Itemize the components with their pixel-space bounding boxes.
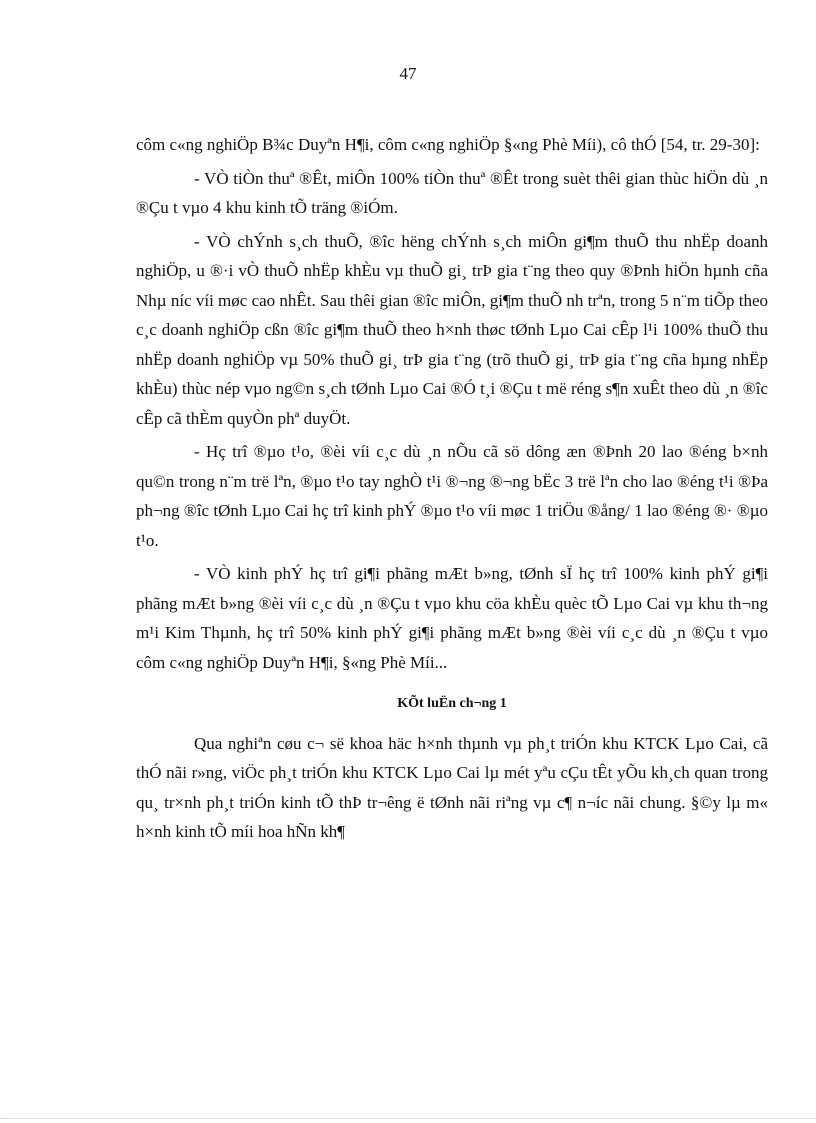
page-body (136, 130, 768, 851)
page-number: 47 (399, 64, 417, 83)
paragraph-tax-policy: - VÒ chÝnh s¸ch thuÕ, ®îc hëng chÝnh s¸ch miÔn gi¶m thuÕ thu nhËp doanh nghiÖp, u ®·i vÒ thuÕ nhËp khÈu vµ thuÕ gi¸ trÞ gia t¨ng theo quy ®Þnh hiÖn hµnh cña Nhµ níc víi møc cao nhÊt. Sau thêi gian ®îc miÔn, gi¶m thuÕ nh trªn, trong 5 n¨m tiÕp theo c¸c doanh nghiÖp cßn ®îc gi¶m thuÕ theo h×nh thøc tØnh Lµo Cai cÊp l¹i 100% thuÕ thu nhËp doanh nghiÖp vµ 50% thuÕ gi¸ trÞ gia t¨ng (trõ thuÕ gi¸ trÞ gia t¨ng cña hµng nhËp khÈu) thùc nép vµo ng©n s¸ch tØnh Lµo Cai ®Ó t¸i ®Çu t më réng s¶n xuÊt theo dù ¸n ®îc cÊp cã thÈm quyÒn phª duyÖt. (136, 231, 768, 428)
paragraph-training-support: - Hç trî ®µo t¹o, ®èi víi c¸c dù ¸n nÕu cã sö dông æn ®Þnh 20 lao ®éng b×nh qu©n trong n¨m trë lªn, ®µo t¹o tay nghÒ t¹i ®¬ng ®¬ng bËc 3 trë lªn cho lao ®éng t¹i ®Þa ph¬ng ®îc tØnh Lµo Cai hç trî kinh phÝ ®µo t¹o víi møc 1 triÖu ®ång/ 1 lao ®éng ®· ®µo t¹o. (136, 442, 768, 550)
paragraph-site-clearance: - VÒ kinh phÝ hç trî gi¶i phãng mÆt b»ng, tØnh sÏ hç trî 100% kinh phÝ gi¶i phãng mÆt b»ng ®èi víi c¸c dù ¸n ®Çu t vµo khu cöa khÈu quèc tÕ Lµo Cai vµ khu th¬ng m¹i Kim Thµnh, hç trî 50% kinh phÝ gi¶i phãng mÆt b»ng ®èi víi c¸c dù ¸n ®Çu t vµo côm c«ng nghiÖp Duyªn H¶i, §«ng Phè Míi... (136, 564, 768, 672)
paragraph-conclusion: Qua nghiªn cøu c¬ së khoa häc h×nh thµnh vµ ph¸t triÓn khu KTCK Lµo Cai, cã thÓ nãi r»ng, viÖc ph¸t triÓn khu KTCK Lµo Cai lµ mét yªu cÇu tÊt yÕu kh¸ch quan trong qu¸ tr×nh ph¸t triÓn kinh tÕ thÞ tr¬êng ë tØnh nãi riªng vµ c¶ n¬íc nãi chung. §©y lµ m« h×nh kinh tÕ míi hoa hÑn kh¶ (136, 733, 768, 841)
page-bottom-divider (0, 1118, 816, 1119)
section-heading: KÕt luËn ch¬ng 1 (397, 696, 507, 711)
paragraph-land-rent: - VÒ tiÒn thuª ®Êt, miÔn 100% tiÒn thuª ®Êt trong suèt thêi gian thùc hiÖn dù ¸n ®Çu t vµo 4 khu kinh tÕ träng ®iÓm. (136, 168, 768, 217)
paragraph-1: côm c«ng nghiÖp B¾c Duyªn H¶i, côm c«ng nghiÖp §«ng Phè Míi), cô thÓ [54, tr. 29-30]: (136, 135, 760, 154)
